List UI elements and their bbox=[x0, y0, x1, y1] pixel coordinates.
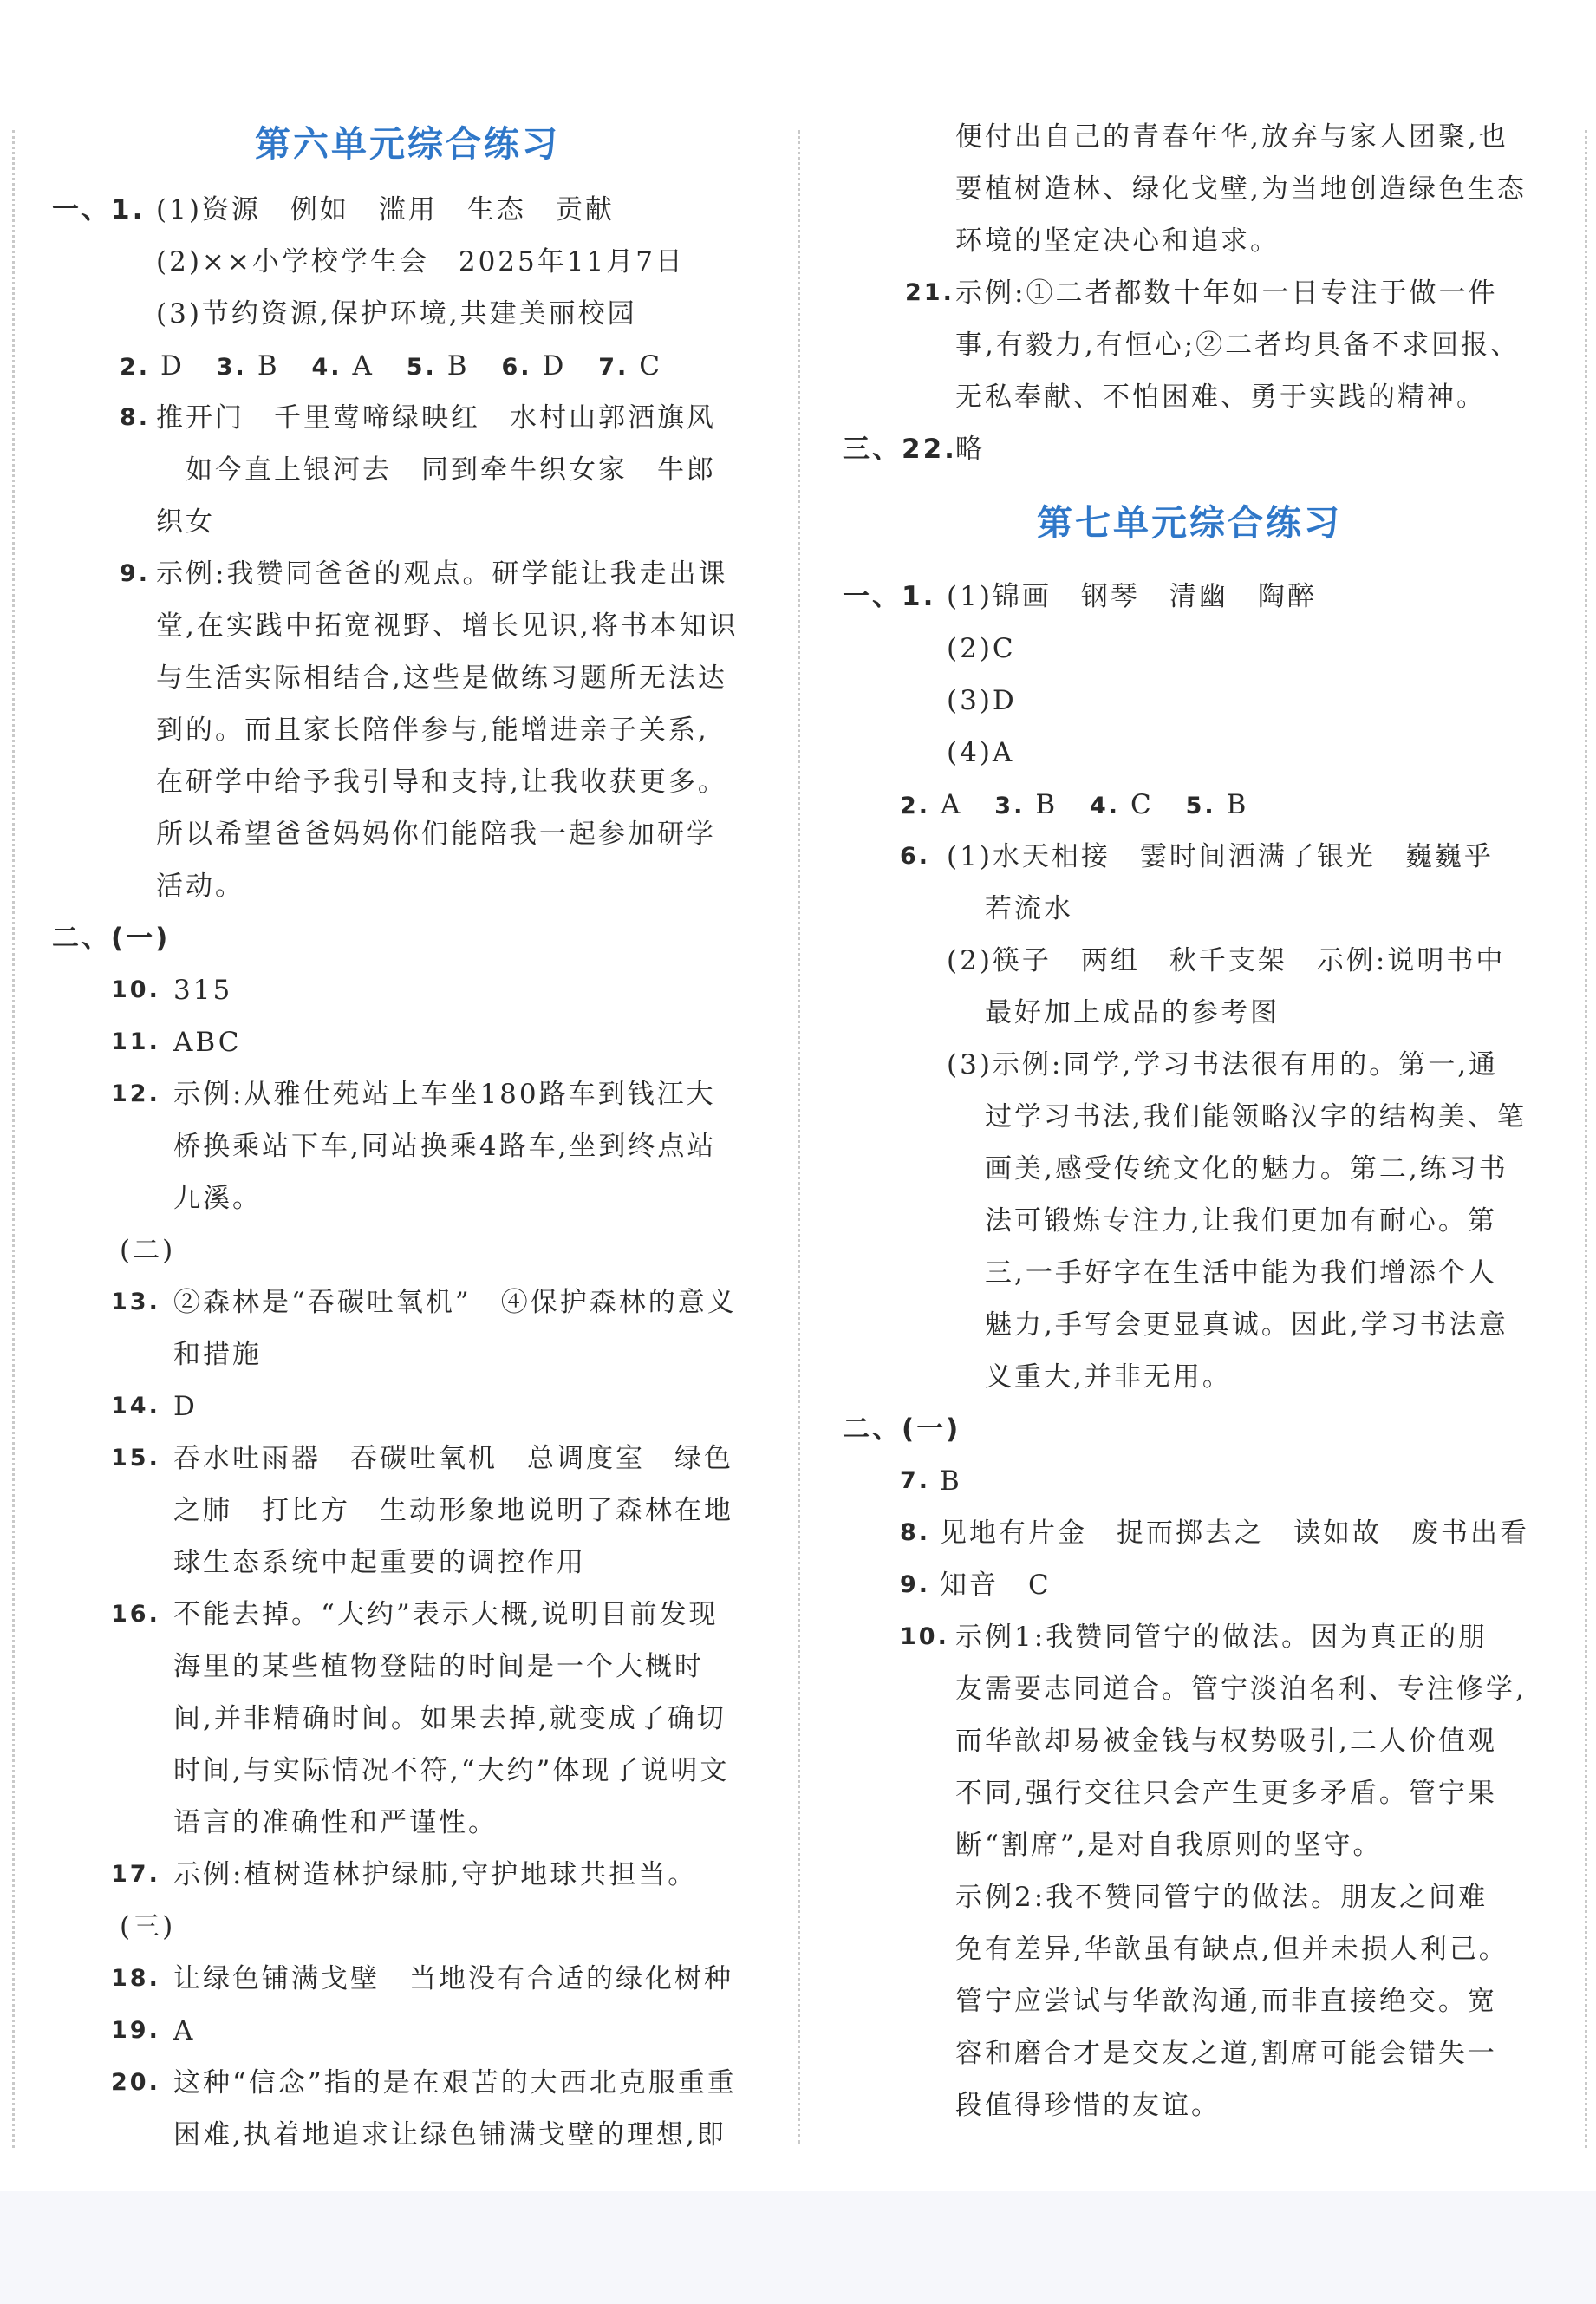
answer-line bbox=[52, 704, 763, 756]
answer-text: 无私奉献、不怕困难、勇于实践的精神。 bbox=[955, 382, 1486, 413]
choice-answer: C bbox=[639, 350, 662, 382]
answer-line bbox=[52, 236, 763, 288]
question-number: 7. bbox=[598, 354, 629, 381]
answer-text: 语言的准确性和严谨性。 bbox=[173, 1807, 498, 1838]
choice-answer: D bbox=[160, 350, 185, 382]
answer-text: (3)D bbox=[947, 685, 1017, 716]
question-number: 19. bbox=[111, 2017, 160, 2044]
answer-line bbox=[843, 987, 1536, 1039]
answer-line bbox=[52, 1641, 763, 1693]
answer-line bbox=[52, 964, 763, 1016]
answer-text: (1)锦画 钢琴 清幽 陶醉 bbox=[947, 581, 1317, 612]
answer-text: (2)筷子 两组 秋千支架 示例:说明书中 bbox=[947, 945, 1506, 976]
answer-line bbox=[843, 1559, 1536, 1611]
answer-line bbox=[52, 1745, 763, 1797]
answer-text: 便付出自己的青春年华,放弃与家人团聚,也 bbox=[955, 121, 1508, 153]
answer-line bbox=[52, 600, 763, 652]
answer-line bbox=[52, 1849, 763, 1901]
answer-text: 知音 C bbox=[940, 1570, 1052, 1601]
answer-line bbox=[52, 1693, 763, 1745]
answer-line bbox=[52, 2109, 763, 2161]
answer-line bbox=[52, 1537, 763, 1589]
answer-line bbox=[52, 1172, 763, 1224]
page-edge-left bbox=[12, 130, 15, 2148]
question-number: 21. bbox=[905, 279, 954, 306]
answer-text: 示例:我赞同爸爸的观点。研学能让我走出课 bbox=[156, 558, 728, 590]
answer-line bbox=[52, 1276, 763, 1328]
answer-line bbox=[52, 1068, 763, 1120]
choice-answer: B bbox=[257, 350, 280, 382]
answer-line bbox=[52, 1485, 763, 1537]
question-number: 8. bbox=[120, 404, 151, 431]
answer-text: (2)××小学校学生会 2025年11月7日 bbox=[156, 246, 685, 277]
choice-answer: A bbox=[941, 789, 963, 820]
answer-line bbox=[843, 571, 1536, 623]
question-number: 18. bbox=[111, 1965, 160, 1992]
question-number: 6. bbox=[501, 354, 532, 381]
answer-text: (1)资源 例如 滥用 生态 贡献 bbox=[156, 194, 615, 225]
answer-text: (2)C bbox=[947, 633, 1016, 664]
answer-line bbox=[52, 288, 763, 340]
answer-line bbox=[843, 371, 1536, 423]
question-number: 8. bbox=[900, 1519, 931, 1546]
unit-7-title: 第七单元综合练习 bbox=[1037, 502, 1342, 544]
answer-text: 吞水吐雨器 吞碳吐氧机 总调度室 绿色 bbox=[173, 1443, 733, 1474]
question-number: 20. bbox=[111, 2069, 160, 2096]
answer-line bbox=[843, 1975, 1536, 2027]
answer-text: 时间,与实际情况不符,“大约”体现了说明文 bbox=[173, 1755, 730, 1786]
choice-answer: B bbox=[1226, 789, 1249, 820]
answer-text: 过学习书法,我们能领略汉字的结构美、笔 bbox=[985, 1101, 1527, 1132]
multiple-choice-line bbox=[843, 779, 1536, 831]
answer-text: 海里的某些植物登陆的时间是一个大概时 bbox=[173, 1651, 704, 1682]
answer-text: 在研学中给予我引导和支持,让我收获更多。 bbox=[156, 767, 727, 798]
answer-text: 容和磨合才是交友之道,割席可能会错失一 bbox=[955, 2038, 1497, 2069]
answer-line bbox=[52, 1016, 763, 1068]
answer-text: 画美,感受传统文化的魅力。第二,练习书 bbox=[985, 1153, 1508, 1185]
answer-text: 和措施 bbox=[173, 1339, 262, 1370]
section-1-label: 一、1. bbox=[843, 581, 936, 612]
answer-text: 环境的坚定决心和追求。 bbox=[955, 225, 1280, 257]
answer-text: (3)示例:同学,学习书法很有用的。第一,通 bbox=[947, 1049, 1499, 1080]
answer-line bbox=[843, 727, 1536, 779]
answer-text: 示例:①二者都数十年如一日专注于做一件 bbox=[955, 277, 1498, 309]
answer-line bbox=[52, 1328, 763, 1380]
question-number: 4. bbox=[311, 354, 342, 381]
answer-line bbox=[52, 808, 763, 860]
answer-text: 魅力,手写会更显真诚。因此,学习书法意 bbox=[985, 1309, 1508, 1341]
answer-line bbox=[843, 1143, 1536, 1195]
answer-text: 间,并非精确时间。如果去掉,就变成了确切 bbox=[173, 1703, 726, 1734]
question-number: 14. bbox=[111, 1393, 160, 1420]
answer-line bbox=[843, 319, 1536, 371]
question-number: 10. bbox=[900, 1623, 949, 1650]
answer-text: 桥换乘站下车,同站换乘4路车,坐到终点站 bbox=[173, 1131, 717, 1162]
answer-text: (4)A bbox=[947, 737, 1015, 768]
answer-text: 活动。 bbox=[156, 871, 244, 902]
answer-text: 要植树造林、绿化戈壁,为当地创造绿色生态 bbox=[955, 173, 1527, 205]
answer-line bbox=[843, 883, 1536, 935]
answer-line bbox=[52, 1120, 763, 1172]
section-1-label: 一、1. bbox=[52, 194, 146, 225]
answer-line bbox=[52, 1433, 763, 1485]
answer-text: 到的。而且家长陪伴参与,能增进亲子关系, bbox=[156, 715, 709, 746]
answer-text: 若流水 bbox=[985, 893, 1073, 924]
answer-line bbox=[52, 652, 763, 704]
answer-text: 略 bbox=[955, 434, 985, 465]
answer-line bbox=[843, 1403, 1536, 1455]
answer-line bbox=[52, 1901, 763, 1953]
answer-text: 困难,执着地追求让绿色铺满戈壁的理想,即 bbox=[173, 2119, 726, 2151]
multiple-choice-line bbox=[52, 340, 763, 392]
answer-line bbox=[843, 1195, 1536, 1247]
answer-text: 如今直上银河去 同到牵牛织女家 牛郎 bbox=[186, 454, 716, 486]
answer-line bbox=[52, 1589, 763, 1641]
page-edge-right bbox=[1585, 130, 1587, 2148]
answer-text: 见地有片金 捉而掷去之 读如故 废书出看 bbox=[940, 1518, 1529, 1549]
answer-text: 堂,在实践中拓宽视野、增长见识,将书本知识 bbox=[156, 610, 739, 642]
section-2-label: 二、(一) bbox=[52, 923, 171, 954]
left-column bbox=[52, 104, 763, 2161]
choice-answer: C bbox=[1130, 789, 1154, 820]
answer-line bbox=[843, 215, 1536, 267]
answer-text: 让绿色铺满戈壁 当地没有合适的绿化树种 bbox=[173, 1963, 733, 1994]
answer-line bbox=[843, 675, 1536, 727]
question-number: 2. bbox=[900, 793, 931, 819]
answer-line bbox=[843, 111, 1536, 163]
choice-answer: A bbox=[352, 350, 375, 382]
answer-text: 不同,强行交往只会产生更多矛盾。管宁果 bbox=[955, 1778, 1497, 1809]
question-number: 9. bbox=[900, 1571, 931, 1598]
section-2-label: 二、(一) bbox=[843, 1413, 961, 1445]
answer-text: 所以希望爸爸妈妈你们能陪我一起参加研学 bbox=[156, 819, 716, 850]
answer-line bbox=[52, 860, 763, 912]
question-number: 16. bbox=[111, 1601, 160, 1628]
answer-text: 三,一手好字在生活中能为我们增添个人 bbox=[985, 1257, 1497, 1289]
answer-line bbox=[843, 1351, 1536, 1403]
answer-line bbox=[843, 1299, 1536, 1351]
question-number: 2. bbox=[120, 354, 151, 381]
answer-line bbox=[52, 1380, 763, 1433]
answer-line bbox=[843, 2079, 1536, 2131]
answer-text: 示例:从雅仕苑站上车坐180路车到钱江大 bbox=[173, 1079, 716, 1110]
question-number: 7. bbox=[900, 1467, 931, 1494]
subsection-label: (三) bbox=[120, 1911, 176, 1942]
answer-text: D bbox=[173, 1391, 198, 1422]
answer-text: A bbox=[173, 2015, 196, 2046]
question-number: 3. bbox=[994, 793, 1026, 819]
answer-text: 不能去掉。“大约”表示大概,说明目前发现 bbox=[173, 1599, 719, 1630]
answer-line bbox=[52, 2057, 763, 2109]
answer-line bbox=[52, 184, 763, 236]
right-column bbox=[843, 111, 1536, 2131]
answer-text: 之肺 打比方 生动形象地说明了森林在地 bbox=[173, 1495, 733, 1526]
choice-answer: D bbox=[542, 350, 567, 382]
question-number: 13. bbox=[111, 1289, 160, 1315]
question-number: 3. bbox=[216, 354, 247, 381]
answer-text: 义重大,并非无用。 bbox=[985, 1361, 1232, 1393]
answer-line bbox=[843, 1819, 1536, 1871]
page-footer-band bbox=[0, 2191, 1596, 2304]
answer-line bbox=[52, 1953, 763, 2005]
answer-text: 断“割席”,是对自我原则的坚守。 bbox=[955, 1830, 1383, 1861]
answer-line bbox=[843, 267, 1536, 319]
question-number: 15. bbox=[111, 1445, 160, 1472]
answer-text: 段值得珍惜的友谊。 bbox=[955, 2090, 1221, 2121]
question-number: 4. bbox=[1089, 793, 1121, 819]
answer-line bbox=[52, 444, 763, 496]
answer-text: ABC bbox=[173, 1027, 242, 1058]
answer-line bbox=[843, 1767, 1536, 1819]
answer-line bbox=[52, 912, 763, 964]
answer-line bbox=[843, 1715, 1536, 1767]
question-number: 9. bbox=[120, 560, 151, 587]
answer-text: 示例:植树造林护绿肺,守护地球共担当。 bbox=[173, 1859, 698, 1890]
question-number: 6. bbox=[900, 843, 931, 870]
answer-line bbox=[843, 423, 1536, 475]
choice-answer: B bbox=[1035, 789, 1059, 820]
answer-text: 事,有毅力,有恒心;②二者均具备不求回报、 bbox=[955, 330, 1521, 361]
answer-line bbox=[843, 1091, 1536, 1143]
answer-line bbox=[843, 1247, 1536, 1299]
answer-text: 管宁应尝试与华歆沟通,而非直接绝交。宽 bbox=[955, 1986, 1497, 2017]
answer-text: 推开门 千里莺啼绿映红 水村山郭酒旗风 bbox=[156, 402, 716, 434]
answer-line bbox=[843, 1039, 1536, 1091]
answer-text: (3)节约资源,保护环境,共建美丽校园 bbox=[156, 298, 637, 330]
answer-text: 315 bbox=[173, 975, 233, 1006]
column-divider bbox=[798, 130, 800, 2144]
question-number: 11. bbox=[111, 1028, 160, 1055]
answer-line bbox=[52, 2005, 763, 2057]
answer-text: 与生活实际相结合,这些是做练习题所无法达 bbox=[156, 662, 727, 694]
answer-text: 九溪。 bbox=[173, 1183, 262, 1214]
answer-line bbox=[52, 392, 763, 444]
answer-text: (1)水天相接 霎时间洒满了银光 巍巍乎 bbox=[947, 841, 1494, 872]
question-number: 5. bbox=[1185, 793, 1216, 819]
answer-line bbox=[52, 548, 763, 600]
question-number: 17. bbox=[111, 1861, 160, 1888]
answer-line bbox=[843, 1455, 1536, 1507]
answer-text: 示例2:我不赞同管宁的做法。朋友之间难 bbox=[955, 1882, 1489, 1913]
answer-line bbox=[843, 2027, 1536, 2079]
answer-line bbox=[843, 1507, 1536, 1559]
answer-text: 示例1:我赞同管宁的做法。因为真正的朋 bbox=[955, 1622, 1489, 1653]
answer-text: 免有差异,华歆虽有缺点,但并未损人利己。 bbox=[955, 1934, 1508, 1965]
answer-text: 这种“信念”指的是在艰苦的大西北克服重重 bbox=[173, 2067, 737, 2098]
answer-text: 织女 bbox=[156, 506, 215, 538]
answer-line bbox=[843, 935, 1536, 987]
choice-answer: B bbox=[446, 350, 470, 382]
answer-line bbox=[52, 1224, 763, 1276]
answer-text: 而华歆却易被金钱与权势吸引,二人价值观 bbox=[955, 1726, 1497, 1757]
question-number: 10. bbox=[111, 976, 160, 1003]
answer-line bbox=[843, 1663, 1536, 1715]
answer-text: 最好加上成品的参考图 bbox=[985, 997, 1280, 1028]
subsection-label: (二) bbox=[120, 1235, 176, 1266]
answer-line bbox=[52, 1797, 763, 1849]
answer-line bbox=[52, 496, 763, 548]
answer-text: 球生态系统中起重要的调控作用 bbox=[173, 1547, 586, 1578]
answer-line bbox=[52, 756, 763, 808]
section-3-label: 三、22. bbox=[843, 434, 957, 465]
answer-line bbox=[843, 623, 1536, 675]
answer-text: 法可锻炼专注力,让我们更加有耐心。第 bbox=[985, 1205, 1497, 1237]
answer-text: ②森林是“吞碳吐氧机” ④保护森林的意义 bbox=[173, 1287, 737, 1318]
answer-text: B bbox=[940, 1465, 962, 1497]
answer-line bbox=[843, 831, 1536, 883]
unit-6-title: 第六单元综合练习 bbox=[255, 123, 560, 165]
question-number: 12. bbox=[111, 1080, 160, 1107]
answer-line bbox=[843, 1923, 1536, 1975]
answer-text: 友需要志同道合。管宁淡泊名利、专注修学, bbox=[955, 1674, 1527, 1705]
answer-line bbox=[843, 163, 1536, 215]
answer-line bbox=[843, 1611, 1536, 1663]
answer-line bbox=[843, 1871, 1536, 1923]
question-number: 5. bbox=[406, 354, 437, 381]
